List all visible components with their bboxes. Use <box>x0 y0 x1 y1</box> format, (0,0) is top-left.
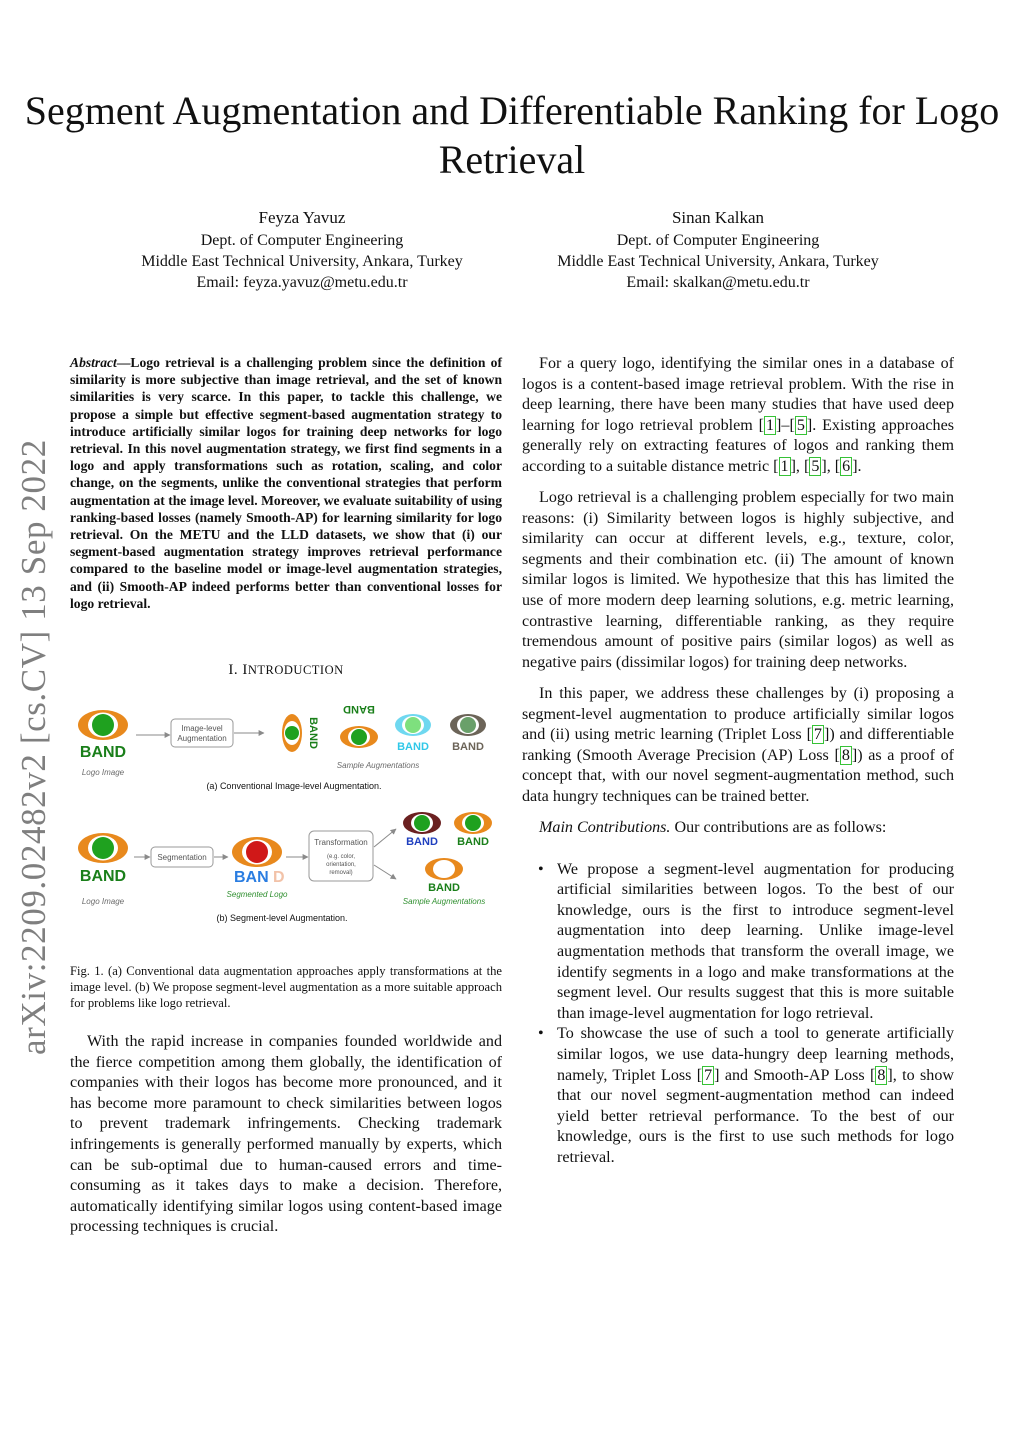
text: . <box>857 457 862 475</box>
author-email: Email: skalkan@metu.edu.tr <box>626 274 810 291</box>
author-dept: Dept. of Computer Engineering <box>616 232 820 249</box>
logo-text: BAND <box>79 868 127 885</box>
arxiv-stamp: arXiv:2209.02482v2 [cs.CV] 13 Sep 2022 <box>14 439 53 1055</box>
logo-text: BAND <box>457 836 489 848</box>
box-label: Transformation <box>314 838 368 847</box>
paragraph-3: In this paper, we address these challenges by (i) proposing a segment-level augmentation to produce artificially similar logos and (ii) using metric learning (Triplet Loss [ 7 ]) and differentiable ranking (Smooth Average Precision (AP) Loss [ 8 ]) as a proof of concept that, with our novel segment-augmentation method, such data hungry techniques can be trained better. <box>522 684 955 805</box>
aug-rotated <box>282 714 319 752</box>
aug-gray <box>450 714 486 753</box>
text: and Smooth-AP Loss <box>719 1066 870 1084</box>
text: ) and differentiable ranking (Smooth Average Precision (AP) Loss <box>522 726 955 764</box>
abstract: Abstract—Logo retrieval is a challenging problem since the definition of similarity is more subjective than image retrieval, and the set of known similarities is very scarce. In this paper, to tackle this challenge, we propose a simple but effective segment-based augmentation strategy to introduce artificially similar logos for training deep networks for logo retrieval. In this novel augmentation strategy, we first find segments in a logo and apply transformations such as rotation, scaling, and color change, on the segments, unlike the conventional strategies that perform augmentation at the image level. Moreover, we evaluate suitability of using ranking-based losses (namely Smooth-AP) for learning similarity for logo retrieval. On the METU and the LLD datasets, we show that (i) our segment-based augmentation strategy improves retrieval performance compared to the baseline model or image-level augmentation strategies, and (ii) Smooth-AP indeed performs better than conventional losses for logo retrieval. <box>70 355 502 611</box>
sample-aug-label-a: Sample Augmentations <box>336 761 420 770</box>
logo-image-label-b: Logo Image <box>81 897 125 906</box>
text: Our contributions are as follows: <box>670 818 887 836</box>
text: , <box>795 457 804 475</box>
svg-text:D: D <box>273 869 285 886</box>
text: To showcase the use of such a tool to generate artificially similar logos, we use data-hungry deep learning methods, namely, Triplet Loss <box>557 1025 954 1084</box>
box-note: removal) <box>329 870 353 876</box>
author-university: Middle East Technical University, Ankara, Turkey <box>557 253 879 270</box>
citation-link[interactable]: 8 <box>841 746 850 764</box>
segmented-logo <box>232 837 285 886</box>
box-label: Segmentation <box>157 853 207 862</box>
text: – <box>781 416 790 434</box>
box-label: Image-level <box>181 724 223 733</box>
citation-link[interactable]: 5 <box>796 416 805 434</box>
text: , to show that our novel segment-augmentation method can indeed yield better retrieval performance. To the best of our knowledge, ours is the first to use such methods for logo retrieval. <box>557 1066 954 1166</box>
paragraph: With the rapid increase in companies founded worldwide and the fierce competition among them globally, the identification of companies with their logos has become more pronounced, and it has become more paramount to check similarities between logos to prevent trademark infringements. Checking trademark infringements is generally performed manually by experts, which can be sub-optimal due to human-caused errors and time-consuming as it takes days to make a decision. Therefore, automatically identifying similar logos using content-based image processing techniques is crucial. <box>70 1033 502 1236</box>
arrow <box>374 829 396 847</box>
paragraph-2: Logo retrieval is a challenging problem especially for two main reasons: (i) Similarity between logos is highly subjective, and similarity can occur at different levels, e.g., texture, color, segments and their combination etc. (ii) The amount of known similar logos is limited. We hypothesize that this has limited the use of more modern deep learning solutions, e.g. metric learning, contrastive learning, differentiable ranking, as they require tremendous amount of positive pairs (similar logos) as well as negative pairs (dissimilar logos) for training deep networks. <box>522 489 954 671</box>
list-item: • To showcase the use of such a tool to generate artificially similar logos, we use data-hungry deep learning methods, namely, Triplet Loss [ 7 ] and Smooth-AP Loss [ 8 ], to show that our novel segment-augmentation method can indeed yield better retrieval performance. To the best of our knowledge, ours is the first to use such methods for logo retrieval. <box>522 1024 954 1168</box>
logo-text: BAND <box>452 741 484 753</box>
subcaption-a: (a) Conventional Image-level Augmentation. <box>206 781 382 791</box>
section-initial: I <box>242 662 248 678</box>
author-block-2 <box>508 206 928 293</box>
seg-aug-2 <box>454 812 492 848</box>
author-name: Sinan Kalkan <box>671 208 765 227</box>
text: . Existing approaches generally rely on extracting features of logos and ranking them according to a suitable distance metric <box>522 416 954 475</box>
aug-color <box>395 714 431 753</box>
text: For a query logo, identifying the similar ones in a database of logos is a content-based image retrieval problem. With the rise in deep learning, there have been many studies that have used deep learning for logo retrieval problem <box>522 355 954 434</box>
author-name: Feyza Yavuz <box>258 208 346 227</box>
author-block-1 <box>92 206 512 293</box>
author-dept: Dept. of Computer Engineering <box>200 232 404 249</box>
citation-link[interactable]: 1 <box>766 416 775 434</box>
logo-text: BAND <box>397 741 429 753</box>
section-numeral: I. <box>228 662 239 678</box>
contributions-heading: Main Contributions. <box>539 818 671 836</box>
logo-text: BAND <box>406 836 438 848</box>
aug-flipped <box>340 703 378 748</box>
seg-aug-1 <box>403 812 441 848</box>
box-note: (e.g. color, <box>326 854 356 860</box>
right-column-body <box>522 354 954 1168</box>
logo-image-a <box>78 710 128 761</box>
text: ) as a proof of concept that, with our novel segment-augmentation method, such data hungry techniques can be trained better. <box>522 746 954 805</box>
segmented-logo-label: Segmented Logo <box>226 890 288 899</box>
paragraph-contributions <box>522 818 954 839</box>
sample-aug-label-b: Sample Augmentations <box>402 897 486 906</box>
text: We propose a segment-level augmentation for producing artificial similarities between logos. To the best of our knowledge, ours is the first to introduce segment-level augmentation into deep learning. Unlike image-level augmentation methods that transform the overall image, we identify segments in a logo and make transformations at the segment level. Our results suggest that this is more suitable than image-level augmentation for logo retrieval. <box>557 860 954 1022</box>
logo-text: BAND <box>307 717 319 749</box>
box-label: Augmentation <box>177 734 227 743</box>
list-item <box>522 860 954 1025</box>
author-email: Email: feyza.yavuz@metu.edu.tr <box>196 274 408 291</box>
logo-image-b <box>78 833 128 885</box>
citation-link[interactable]: 5 <box>811 457 820 475</box>
arrow <box>374 865 396 879</box>
author-university: Middle East Technical University, Ankara, Turkey <box>141 253 463 270</box>
left-column-body <box>70 1032 502 1248</box>
section-heading-introduction <box>70 662 502 679</box>
box-note: orientation, <box>326 862 356 868</box>
section-rest: NTRODUCTION <box>247 663 344 677</box>
segmented-logo-text: BAN <box>234 869 269 886</box>
text: , <box>826 457 835 475</box>
citation-link[interactable]: 1 <box>780 457 789 475</box>
abstract-label: Abstract <box>70 355 117 370</box>
citation-link[interactable]: 7 <box>704 1066 713 1084</box>
contributions-list <box>522 860 954 1169</box>
text: In this paper, we address these challenges by (i) proposing a segment-level augmentation to produce artificially similar logos and (ii) using metric learning (Triplet Loss <box>522 684 954 744</box>
logo-image-label-a: Logo Image <box>81 768 125 777</box>
paper-title: Segment Augmentation and Differentiable Ranking for Logo Retrieval <box>24 88 1000 182</box>
logo-text: BAND <box>79 744 127 761</box>
subcaption-b: (b) Segment-level Augmentation. <box>216 913 348 923</box>
abstract-text: Logo retrieval is a challenging problem since the definition of similarity is more subjective than image retrieval, and the set of known similarities is very scarce. In this paper, to tackle this challenge, we propose a simple but effective segment-based augmentation strategy to introduce artificially similar logos for training deep networks for logo retrieval. In this novel augmentation strategy, we first find segments in a logo and apply transformations such as rotation, scaling, and color change, on the segments, unlike the conventional strategies that perform augmentation at the image level. Moreover, we evaluate suitability of using ranking-based losses (namely Smooth-AP) for learning similarity for logo retrieval. On the METU and the LLD datasets, we show that (i) our segment-based augmentation strategy improves retrieval performance compared to the baseline model or image-level augmentation strategies, and (ii) Smooth-AP indeed performs better than conventional losses for logo retrieval. <box>70 355 502 611</box>
seg-aug-3 <box>425 858 463 894</box>
citation-link[interactable]: 7 <box>813 726 822 744</box>
logo-text: BAND <box>428 882 460 894</box>
paragraph-1: For a query logo, identifying the similar ones in a database of logos is a content-based image retrieval problem. With the rise in deep learning, there have been many studies that have used deep learning for logo retrieval problem [ 1 ]–[ 5 ]. Existing approaches generally rely on extracting features of logos and ranking them according to a suitable distance metric [ 1 ], [ 5 ], [ 6 ]. <box>522 355 954 475</box>
citation-link[interactable]: 6 <box>842 457 851 475</box>
figure-caption: Fig. 1. (a) Conventional data augmentation approaches apply transformations at the image level. (b) We propose segment-level augmentation as a more suitable approach for problems like logo retrieval. <box>70 964 502 1010</box>
logo-text: BAND <box>343 703 375 715</box>
citation-link[interactable]: 8 <box>877 1066 886 1084</box>
figure-1 <box>70 695 502 930</box>
